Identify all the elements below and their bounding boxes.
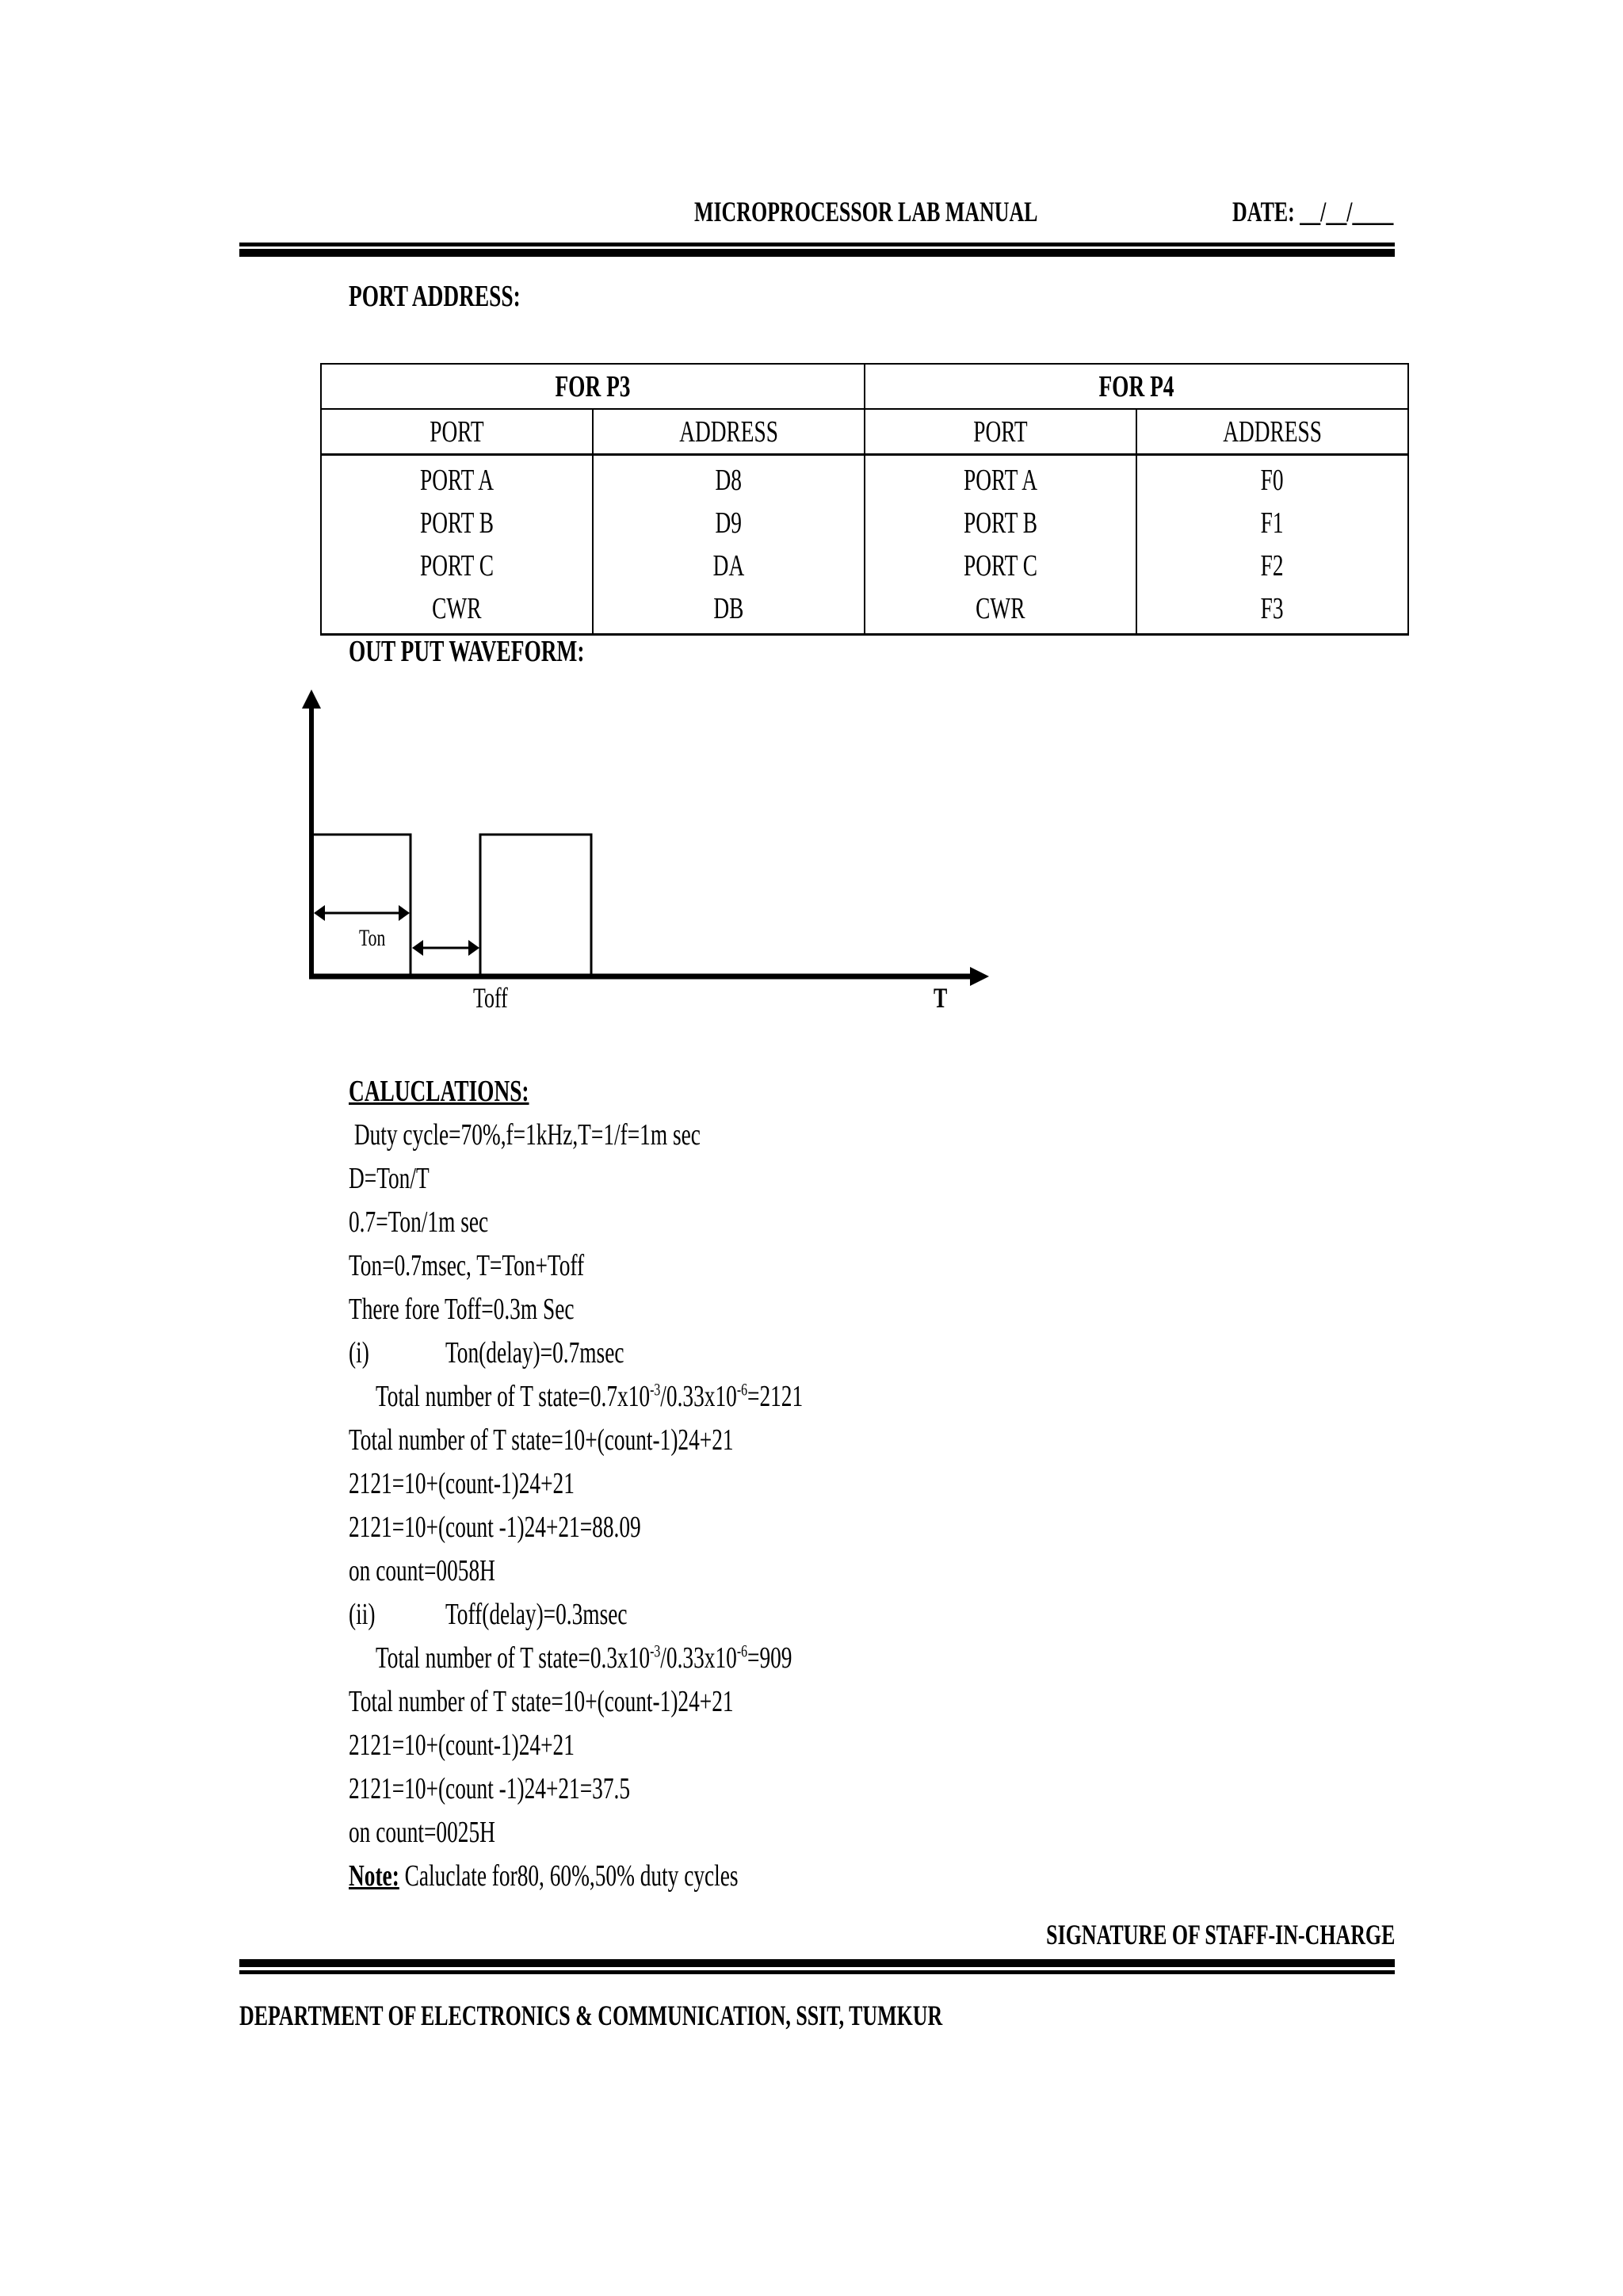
part-ii-title-text: Toff(delay)=0.3msec: [445, 1598, 628, 1631]
part-ii-tstate: [376, 1641, 954, 1675]
part-ii-result-text: on count=0025H: [349, 1816, 495, 1849]
note-text: Caluclate for80, 60%,50% duty cycles: [399, 1859, 739, 1893]
expr-part: =2121: [747, 1380, 804, 1413]
part-i-eq1-text: 2121=10+(count-1)24+21: [349, 1467, 575, 1500]
cell-text: PORT B: [964, 506, 1037, 540]
footer-rule-thin: [239, 1970, 1395, 1974]
calc-line-text: Ton=0.7msec, T=Ton+Toff: [349, 1249, 585, 1282]
cell-text: PORT B: [420, 506, 494, 540]
column-header-text: PORT: [973, 415, 1028, 449]
exponent: -3: [650, 1379, 661, 1400]
column-header: [321, 409, 593, 455]
table-cell: [1136, 544, 1408, 587]
calc-line-text: Duty cycle=70%,f=1kHz,T=1/f=1m sec: [349, 1118, 701, 1152]
footer-rule-thick: [239, 1959, 1395, 1967]
table-cell: [593, 544, 865, 587]
table-cell: [321, 502, 593, 544]
part-ii-marker-text: (ii): [349, 1598, 376, 1631]
signature-text: SIGNATURE OF STAFF-IN-CHARGE: [1045, 1919, 1395, 1950]
group-header-p4-text: FOR P4: [1098, 369, 1174, 403]
cell-text: F2: [1261, 549, 1284, 583]
manual-title: [694, 195, 1171, 228]
calculations-heading-text: CALUCLATIONS:: [349, 1075, 529, 1108]
expr-part: Total number of T state=0.3x10: [376, 1641, 651, 1675]
cell-text: PORT C: [964, 549, 1037, 583]
table-cell: [321, 455, 593, 502]
cell-text: PORT A: [964, 464, 1037, 497]
column-header-text: ADDRESS: [679, 415, 778, 449]
table-row: [321, 502, 1408, 544]
date-field: [1170, 195, 1393, 228]
table-cell: [865, 502, 1136, 544]
part-ii-eq1-text: 2121=10+(count-1)24+21: [349, 1729, 575, 1762]
cell-text: F1: [1261, 506, 1284, 540]
pulse-1: [313, 835, 411, 975]
part-i-result: [349, 1553, 552, 1588]
waveform-diagram: [285, 682, 999, 1030]
calc-line: [349, 1117, 838, 1152]
part-i-formula: [349, 1423, 883, 1457]
note-line: [349, 1859, 739, 1893]
table-cell: [865, 587, 1136, 635]
cell-text: PORT A: [420, 464, 494, 497]
ton-arrow-icon: [314, 905, 410, 921]
ton-label: [359, 925, 395, 952]
calc-line-text: D=Ton/T: [349, 1162, 430, 1195]
expr-part: =909: [747, 1641, 792, 1675]
cell-text: CWR: [976, 592, 1025, 625]
calc-line-text: 0.7=Ton/1m sec: [349, 1205, 489, 1239]
calculations-heading: [349, 1074, 599, 1109]
column-header: [865, 409, 1136, 455]
calc-line-text: There fore Toff=0.3m Sec: [349, 1293, 575, 1326]
part-ii-marker: [349, 1597, 385, 1632]
exponent: -3: [650, 1641, 661, 1661]
footer-department-text: DEPARTMENT OF ELECTRONICS & COMMUNICATION, SSIT, TUMKUR: [239, 2000, 943, 2031]
y-axis: [302, 690, 321, 976]
part-i-title-text: Ton(delay)=0.7msec: [445, 1336, 624, 1370]
part-i-eq1: [349, 1466, 663, 1501]
waveform-svg: [285, 682, 999, 1030]
part-i-tstate: [376, 1379, 969, 1414]
cell-text: F0: [1261, 464, 1284, 497]
part-i-eq2: [349, 1510, 754, 1545]
waveform-heading-text: OUT PUT WAVEFORM:: [349, 635, 585, 668]
waveform-heading: [349, 634, 676, 669]
port-address-heading: [349, 279, 587, 314]
column-header: [1136, 409, 1408, 455]
column-header-text: PORT: [430, 415, 484, 449]
part-i-marker: [349, 1335, 377, 1370]
exponent: -6: [736, 1641, 748, 1661]
part-i-marker-text: (i): [349, 1336, 369, 1370]
cell-text: PORT C: [420, 549, 494, 583]
date-label: DATE: __/__/____: [1232, 196, 1393, 227]
part-i-eq2-text: 2121=10+(count -1)24+21=88.09: [349, 1511, 641, 1544]
table-row: [321, 455, 1408, 502]
table-cell: [865, 544, 1136, 587]
part-ii-eq1: [349, 1728, 663, 1763]
toff-label: [473, 981, 521, 1014]
table-cell: [593, 502, 865, 544]
time-axis-label-text: T: [934, 982, 948, 1014]
signature-label: [911, 1918, 1395, 1951]
part-ii-formula-text: Total number of T state=10+(count-1)24+21: [349, 1685, 734, 1718]
part-i-result-text: on count=0058H: [349, 1554, 495, 1587]
note: [349, 1859, 890, 1893]
calc-line: [349, 1292, 662, 1327]
column-header: [593, 409, 865, 455]
part-ii-formula: [349, 1684, 883, 1719]
table-cell: [593, 587, 865, 635]
part-ii-eq2-text: 2121=10+(count -1)24+21=37.5: [349, 1772, 631, 1805]
group-header-p4: [865, 364, 1408, 409]
cell-text: DB: [713, 592, 744, 625]
part-i-title: [445, 1335, 693, 1370]
table-row: [321, 544, 1408, 587]
table-cell: [1136, 455, 1408, 502]
header-rule-thick: [239, 249, 1395, 257]
cell-text: CWR: [432, 592, 482, 625]
cell-text: DA: [712, 549, 745, 583]
calc-line: [349, 1248, 676, 1283]
part-i-formula-text: Total number of T state=10+(count-1)24+21: [349, 1423, 734, 1457]
table-cell: [865, 455, 1136, 502]
expr-part: /0.33x10: [660, 1380, 737, 1413]
table-cell: [1136, 502, 1408, 544]
header-rule-thin: [239, 243, 1395, 246]
footer-department: [239, 1999, 1216, 2032]
toff-arrow-icon: [412, 940, 479, 956]
ton-label-text: Ton: [359, 925, 386, 951]
group-header-p3-text: FOR P3: [555, 369, 631, 403]
cell-text: D9: [715, 506, 743, 540]
cell-text: D8: [715, 464, 743, 497]
table-cell: [593, 455, 865, 502]
toff-label-text: Toff: [473, 982, 508, 1014]
part-ii-title: [445, 1597, 698, 1632]
pulse-2: [480, 835, 591, 975]
port-address-heading-text: PORT ADDRESS:: [349, 280, 521, 313]
table-cell: [321, 587, 593, 635]
table-cell: [1136, 587, 1408, 635]
exponent: -6: [736, 1379, 748, 1400]
note-label: Note:: [349, 1859, 399, 1893]
expr-part: Total number of T state=0.7x10: [376, 1380, 651, 1413]
part-ii-eq2: [349, 1771, 739, 1806]
expr-part: /0.33x10: [660, 1641, 737, 1675]
port-address-table: [320, 363, 1409, 636]
column-header-text: ADDRESS: [1223, 415, 1322, 449]
time-axis-label: [934, 981, 953, 1014]
manual-title-text: MICROPROCESSOR LAB MANUAL: [694, 196, 1038, 227]
table-cell: [321, 544, 593, 587]
calc-line: [349, 1205, 543, 1240]
part-ii-tstate-expr: [376, 1641, 792, 1675]
part-ii-result: [349, 1815, 552, 1850]
group-header-p3: [321, 364, 865, 409]
table-row: [321, 587, 1408, 635]
part-i-tstate-expr: [376, 1379, 803, 1414]
cell-text: F3: [1261, 592, 1284, 625]
calc-line: [349, 1161, 460, 1196]
